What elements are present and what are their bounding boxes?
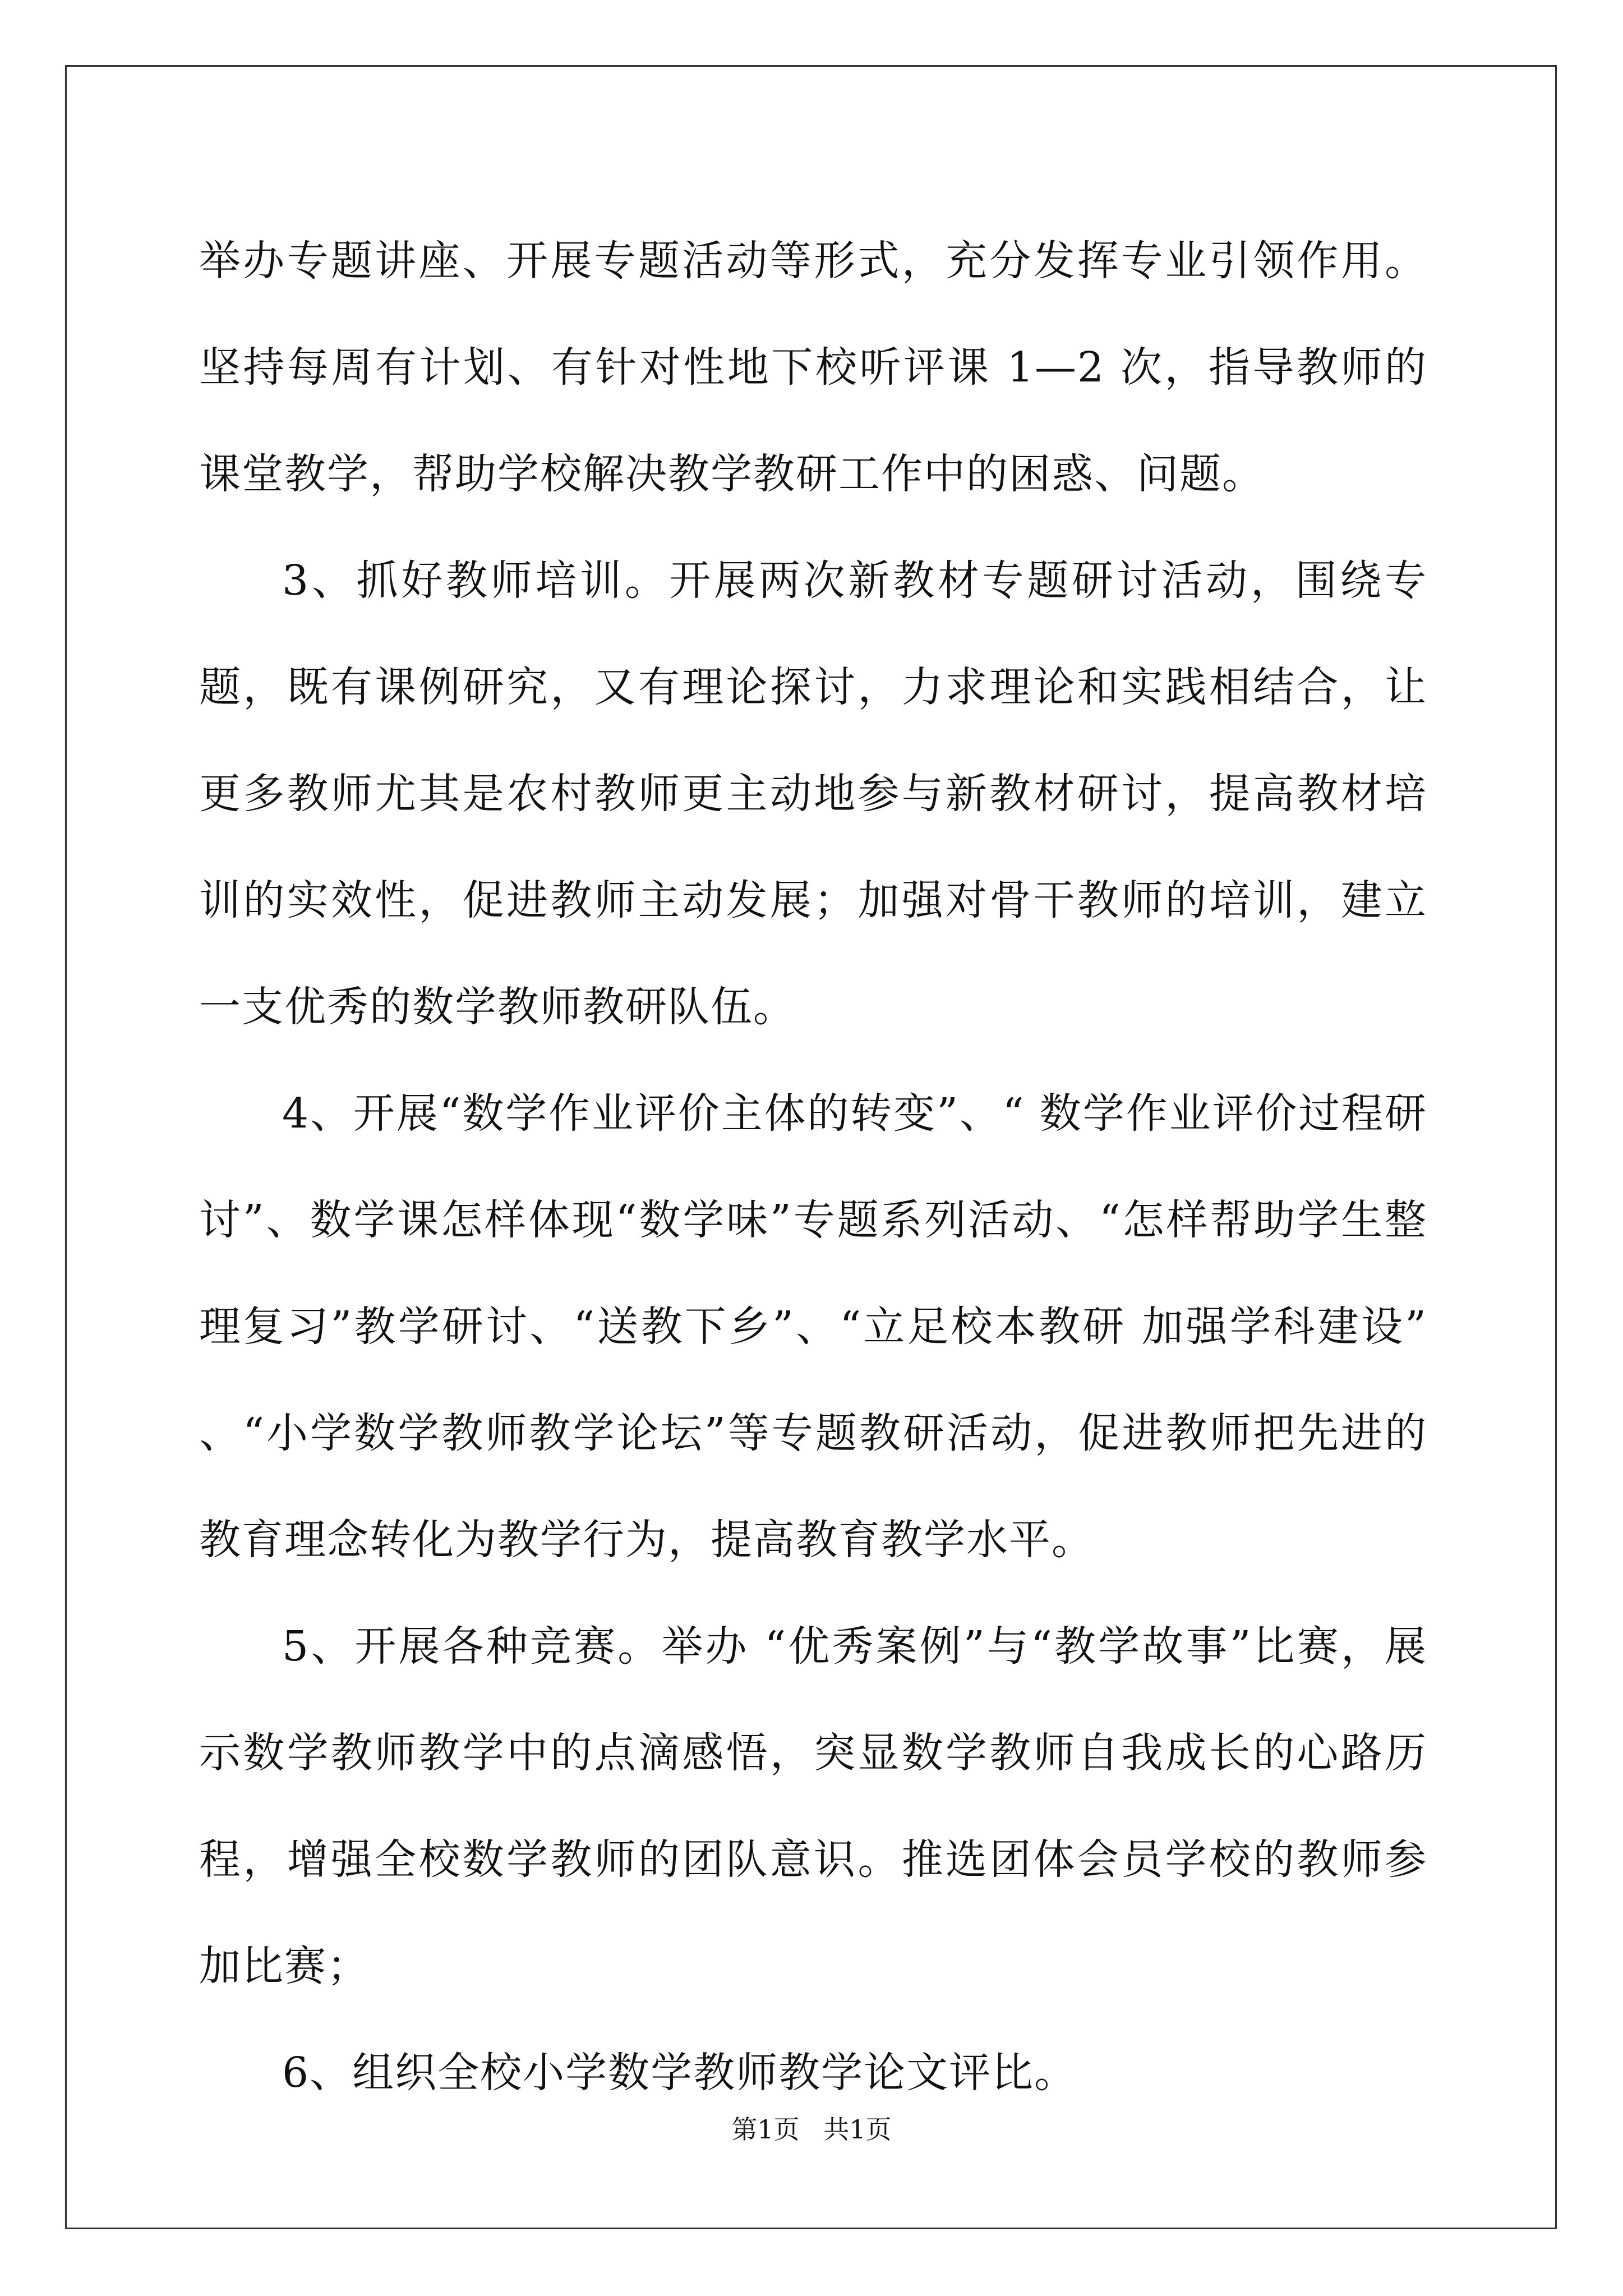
current-page-label: 第1页 [731,2114,800,2145]
paragraph-2: 3、抓好教师培训。开展两次新教材专题研讨活动，围绕专题，既有课例研究，又有理论探讨，力求理论和实践相结合，让更多教师尤其是农村教师更主动地参与新教材研讨，提高教材培训的实效性，促进教师主动发展；加强对骨干教师的培训，建立一支优秀的数学教师教研队伍。 [199,556,1427,1031]
paragraph-3: 4、开展“数学作业评价主体的转变”、“ 数学作业评价过程研讨”、数学课怎样体现“数学味”专题系列活动、“怎样帮助学生整理复习”教学研讨、“送教下乡”、“立足校本教研 加强学科建设” 、“小学数学教师教学论坛”等专题教研活动，促进教师把先进的教育理念转化为教学行为，提高教育教学水平。 [199,1089,1427,1564]
document-body [199,208,1427,2126]
paragraph-5: 6、组织全校小学数学教师教学论文评比。 [282,2049,1077,2097]
page-footer [0,2109,1623,2146]
total-pages-label: 共1页 [823,2114,892,2145]
paragraph-1: 举办专题讲座、开展专题活动等形式，充分发挥专业引领作用。坚持每周有计划、有针对性地下校听评课 1—2 次，指导教师的课堂教学，帮助学校解决教学教研工作中的困惑、问题。 [199,237,1427,498]
paragraph-4: 5、开展各种竞赛。举办 “优秀案例”与“教学故事”比赛，展示数学教师教学中的点滴感悟，突显数学教师自我成长的心路历程，增强全校数学教师的团队意识。推选团体会员学校的教师参加比赛； [199,1622,1427,1990]
